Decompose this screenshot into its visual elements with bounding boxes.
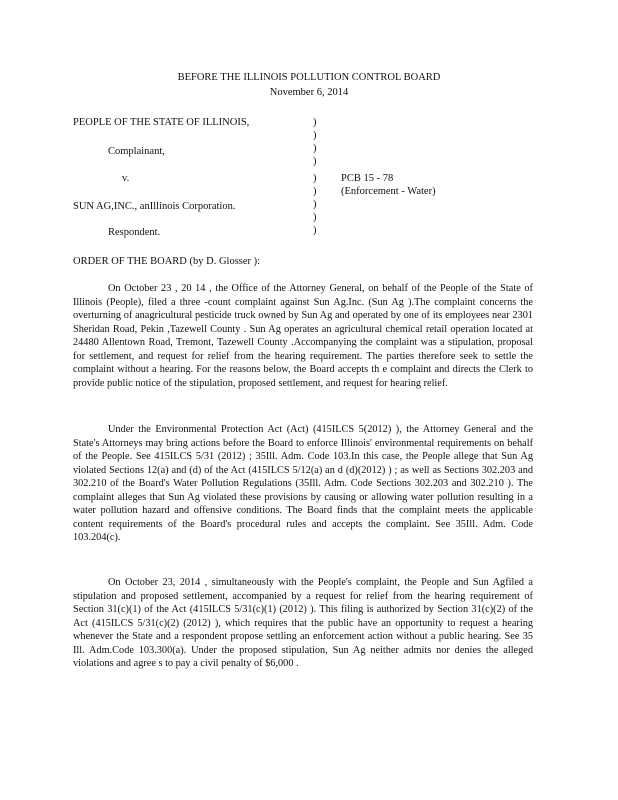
- plaintiff-name: PEOPLE OF THE STATE OF ILLINOIS,: [73, 117, 250, 128]
- paragraph-text: On October 23 , 20 14 , the Office of the Attorney General, on behalf of the People of the State of Illinois (People), filed a three -count complaint against Sun Ag.Inc. (Sun Ag ).The complaint concerns the overturning of anagricultural pesticide truck owned by Sun Ag and operated by one of its employees near 2301 Sheridan Road, Pekin ,Tazewell County . Sun Ag operates an agricultural chemical retail operation located at 24480 Allentown Road, Tremont, Tazewell County .Accompanying the complaint was a stipulation, proposal for settlement, and request for relief from the hearing requirement. The parties therefore seek to settle the complaint without a hearing. For the reasons below, the Board accepts th e complaint and directs the Clerk to provide public notice of the stipulation, proposed settlement, and request for hearing relief.: [73, 283, 533, 389]
- defendant-name: SUN AG,INC., anIllinois Corporation.: [73, 201, 236, 212]
- paren: ): [313, 173, 317, 184]
- court-heading: BEFORE THE ILLINOIS POLLUTION CONTROL BOARD: [177, 72, 441, 83]
- versus-label: v.: [122, 173, 130, 184]
- paragraph-stipulation: [73, 576, 533, 671]
- order-date: November 6, 2014: [269, 87, 349, 98]
- respondent-label: Respondent.: [108, 227, 161, 238]
- paragraph-text: Under the Environmental Protection Act (Act) (415ILCS 5(2012) ), the Attorney General and the State's Attorneys may bring actions before the Board to enforce Illinois' environmental requirements on behalf of the People. See 415ILCS 5/31 (2012) ; 35Ill. Adm. Code 103.In this case, the People allege that Sun Ag violated Sections 12(a) and (d) of the Act (415ILCS 5/12(a) an d (d)(2012) ) ; as well as Sections 302.203 and 302.210 of the Board's Water Pollution Regulations (35Ill. Adm. Code Sections 302.203 and 302.210 ). The complaint alleges that Sun Ag violated these provisions by causing or allowing water pollution resulting in a water pollution hazard and offensive conditions. The Board finds that the complaint meets the applicable content requirements of the Board's procedural rules and accepts the complaint. See 35Ill. Adm. Code 103.204(c).: [73, 424, 533, 543]
- paren: ): [313, 130, 317, 141]
- paren: ): [313, 143, 317, 154]
- paragraph-complaint: [73, 282, 533, 390]
- order-heading: ORDER OF THE BOARD (by D. Glosser ):: [73, 256, 261, 267]
- paren: ): [313, 156, 317, 167]
- complainant-label: Complainant,: [108, 146, 165, 157]
- paren: ): [313, 225, 317, 236]
- paren: ): [313, 117, 317, 128]
- paren: ): [313, 186, 317, 197]
- paragraph-text: On October 23, 2014 , simultaneously with the People's complaint, the People and Sun Agfiled a stipulation and proposed settlement, accompanied by a request for relief from the hearing requirement of Section 31(c)(1) of the Act (415ILCS 5/31(c)(1) (2012) ). This filing is authorized by Section 31(c)(2) of the Act (415ILCS 5/31(c)(2) (2012) ), which requires that the public have an opportunity to request a hearing whenever the State and a respondent propose settling an enforcement action without a public hearing. See 35 Ill. Adm.Code 103.300(a). Under the proposed stipulation, Sun Ag neither admits nor denies the alleged violations and agree s to pay a civil penalty of $6,000 .: [73, 577, 533, 669]
- paren: ): [313, 212, 317, 223]
- case-number: PCB 15 - 78: [341, 173, 394, 184]
- case-type: (Enforcement - Water): [341, 186, 436, 197]
- paragraph-statutory: [73, 423, 533, 545]
- paren: ): [313, 199, 317, 210]
